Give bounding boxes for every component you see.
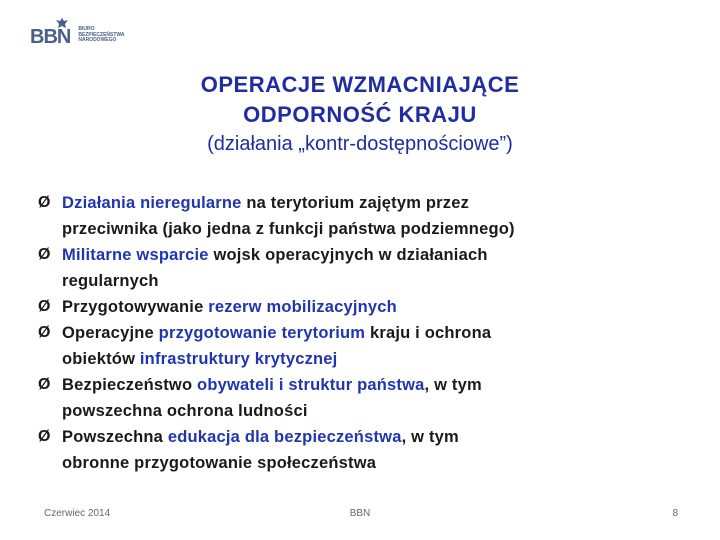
bullet-arrow-icon: Ø: [38, 376, 51, 393]
subtitle: (działania „kontr-dostępnościowe”): [207, 133, 513, 155]
bullet-line: [62, 190, 698, 216]
bullet-item: [38, 320, 698, 372]
bullet-text: kraju i ochrona: [365, 324, 492, 342]
bullet-highlight-text: obywateli i struktur państwa: [197, 376, 425, 394]
bullet-highlight-text: rezerw mobilizacyjnych: [208, 298, 397, 316]
bullet-text: obronne przygotowanie społeczeństwa: [62, 454, 377, 472]
bullet-line: [62, 268, 698, 294]
bullet-text: Powszechna: [62, 428, 168, 446]
bullet-item: [38, 424, 698, 476]
bullet-text: regularnych: [62, 272, 159, 290]
bullet-text: Bezpieczeństwo: [62, 376, 198, 394]
bullet-line: [62, 346, 698, 372]
bullet-arrow-icon: Ø: [38, 428, 51, 445]
bullet-text: powszechna ochrona ludności: [62, 402, 308, 420]
bullet-text: Przygotowywanie: [62, 298, 209, 316]
bullet-arrow-icon: Ø: [38, 324, 51, 341]
bullet-highlight-text: infrastruktury krytycznej: [139, 350, 338, 368]
bullet-list: [38, 190, 698, 476]
bullet-text: na terytorium zajętym przez: [241, 194, 470, 212]
logo-text: [78, 27, 124, 44]
bullet-arrow-icon: Ø: [38, 246, 51, 263]
bullet-line: [62, 424, 698, 450]
logo-mark: [30, 27, 70, 47]
bullet-item: [38, 242, 698, 294]
title-line-2: ODPORNOŚĆ KRAJU: [243, 102, 477, 127]
slide-title: [0, 70, 720, 158]
bullet-item: [38, 294, 698, 320]
bullet-text: przeciwnika (jako jedna z funkcji państwa podziemnego): [62, 220, 515, 238]
bullet-text: obiektów: [62, 350, 140, 368]
eagle-icon: [55, 17, 69, 29]
bullet-arrow-icon: Ø: [38, 194, 51, 211]
bullet-highlight-text: edukacja dla bezpieczeństwa: [167, 428, 402, 446]
footer-org: BBN: [349, 508, 371, 519]
bullet-item: [38, 190, 698, 242]
bullet-text: , w tym: [401, 428, 459, 446]
logo-line: BEZPIECZEŃSTWA: [78, 31, 125, 38]
logo-line: BIURO: [78, 26, 95, 32]
footer-date: Czerwiec 2014: [44, 508, 111, 519]
bullet-text: , w tym: [424, 376, 482, 394]
logo-line: NARODOWEGO: [78, 37, 117, 43]
bullet-line: [62, 450, 698, 476]
title-line-1: OPERACJE WZMACNIAJĄCE: [200, 72, 520, 97]
bullet-line: [62, 398, 698, 424]
bullet-line: [62, 320, 698, 346]
bullet-highlight-text: Działania nieregularne: [62, 194, 242, 212]
bullet-line: [62, 216, 698, 242]
footer-page-number: 8: [672, 508, 678, 519]
bullet-highlight-text: Militarne wsparcie: [62, 246, 209, 264]
logo: [30, 18, 124, 47]
bullet-text: Operacyjne: [62, 324, 159, 342]
bullet-line: [62, 294, 698, 320]
bullet-line: [62, 372, 698, 398]
bullet-highlight-text: przygotowanie terytorium: [158, 324, 366, 342]
bullet-item: [38, 372, 698, 424]
bullet-text: wojsk operacyjnych w działaniach: [208, 246, 488, 264]
bullet-line: [62, 242, 698, 268]
logo-mark-text: BBN: [30, 26, 71, 48]
bullet-arrow-icon: Ø: [38, 298, 51, 315]
